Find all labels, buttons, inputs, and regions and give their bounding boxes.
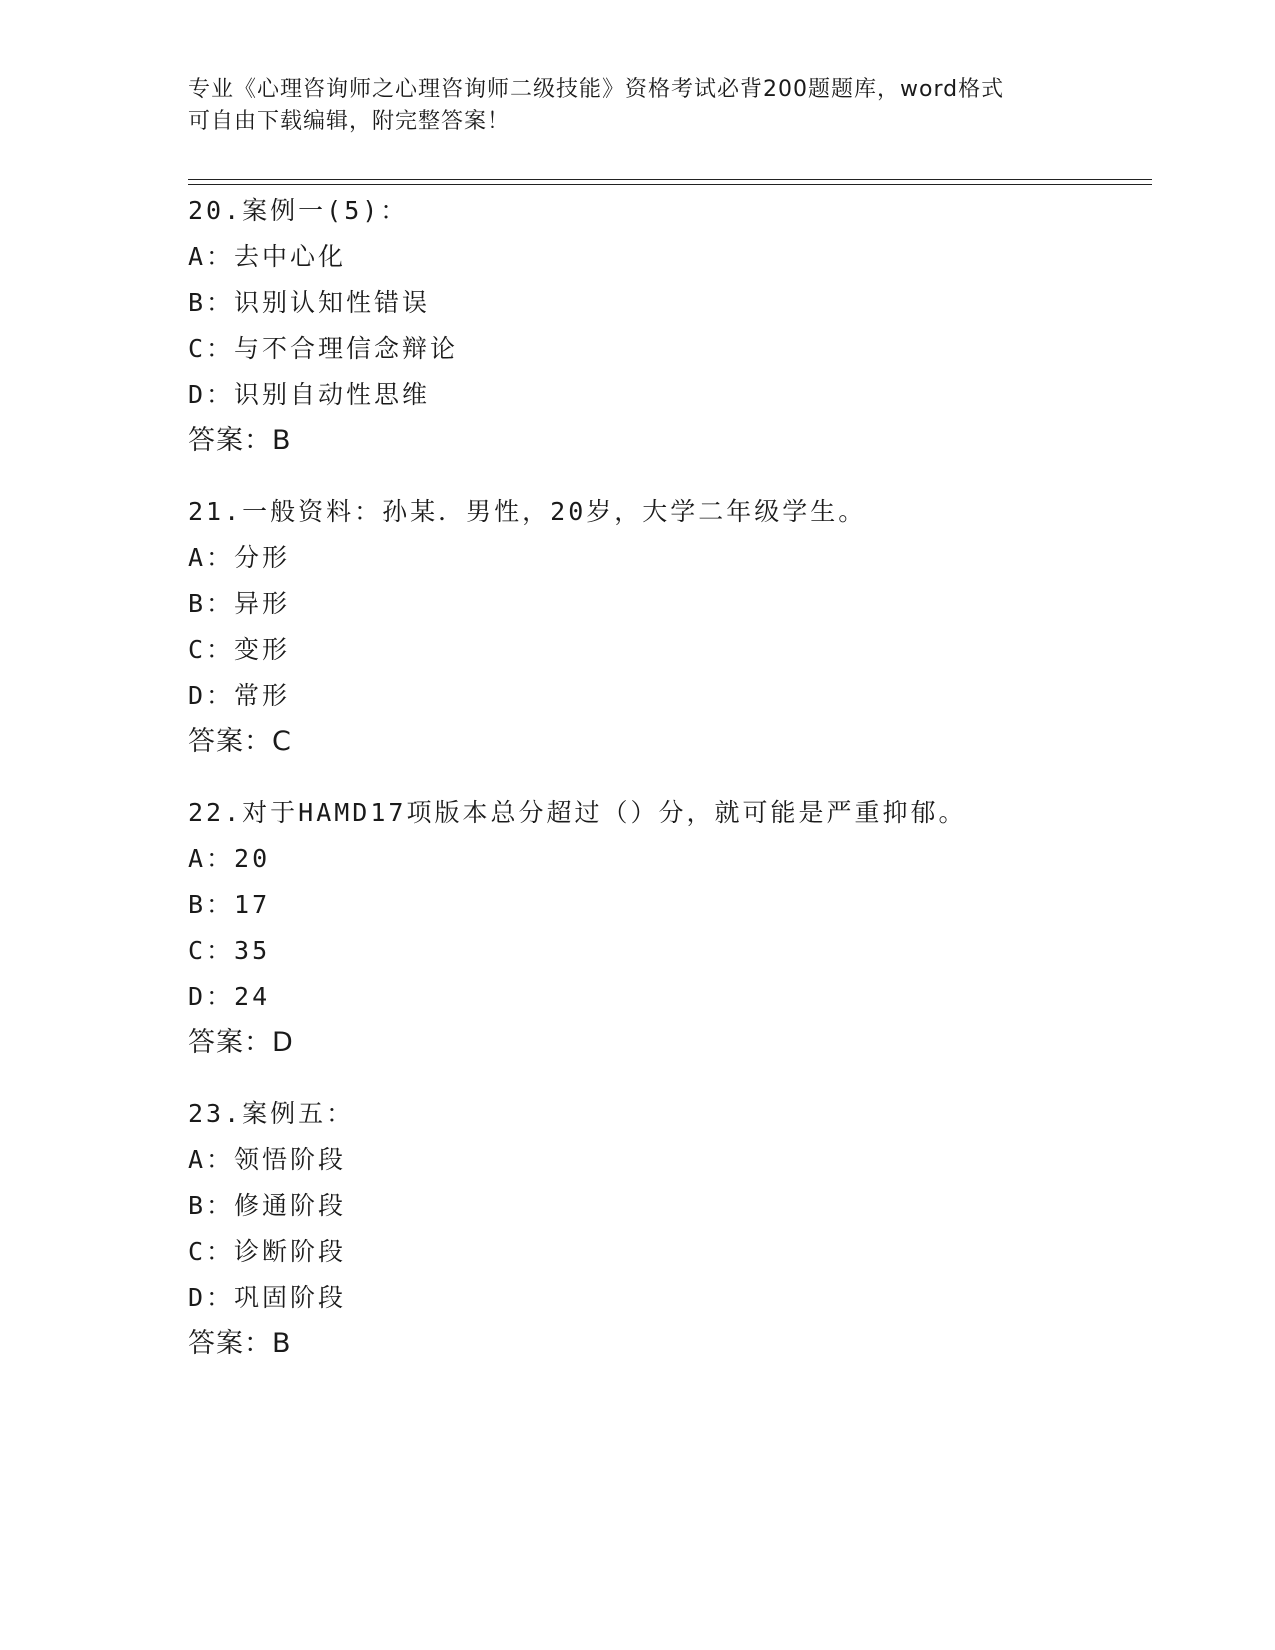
option-b: B：17 — [188, 890, 271, 919]
question-stem: 20.案例一(5)： — [188, 196, 409, 225]
question-stem: 21.一般资料：孙某．男性，20岁，大学二年级学生。 — [188, 497, 867, 526]
option-c: C：35 — [188, 936, 271, 965]
document-header — [188, 74, 1088, 138]
option-b: B：识别认知性错误 — [188, 288, 431, 317]
option-d: D：巩固阶段 — [188, 1283, 347, 1312]
header-divider-top — [188, 179, 1152, 180]
header-divider-bottom — [188, 184, 1152, 185]
option-a: A：分形 — [188, 543, 291, 572]
option-a: A：领悟阶段 — [188, 1145, 347, 1174]
option-c: C：变形 — [188, 635, 291, 664]
header-title-line-1: 专业《心理咨询师之心理咨询师二级技能》资格考试必背200题题库，word格式 — [188, 77, 1005, 102]
option-b: B：修通阶段 — [188, 1191, 347, 1220]
header-title-line-2: 可自由下载编辑，附完整答案！ — [188, 109, 511, 134]
option-a: A：20 — [188, 844, 271, 873]
answer-line: 答案：C — [188, 726, 292, 757]
option-d: D：常形 — [188, 681, 291, 710]
option-c: C：诊断阶段 — [188, 1237, 347, 1266]
answer-line: 答案：D — [188, 1027, 294, 1058]
answer-line: 答案：B — [188, 425, 292, 456]
option-a: A：去中心化 — [188, 242, 347, 271]
option-b: B：异形 — [188, 589, 291, 618]
question-list — [188, 188, 1148, 1392]
question-stem: 23.案例五： — [188, 1099, 355, 1128]
option-c: C：与不合理信念辩论 — [188, 334, 459, 363]
question-block-22 — [188, 790, 1148, 1066]
question-block-21 — [188, 489, 1148, 765]
question-stem: 22.对于HAMD17项版本总分超过（）分，就可能是严重抑郁。 — [188, 798, 967, 827]
option-d: D：24 — [188, 982, 271, 1011]
option-d: D：识别自动性思维 — [188, 380, 431, 409]
answer-line: 答案：B — [188, 1328, 292, 1359]
question-block-23 — [188, 1091, 1148, 1367]
question-block-20 — [188, 188, 1148, 464]
